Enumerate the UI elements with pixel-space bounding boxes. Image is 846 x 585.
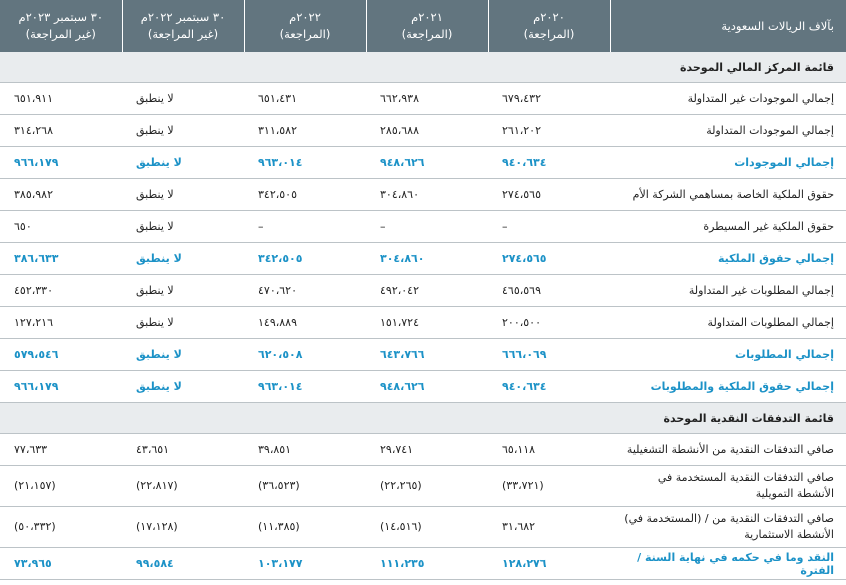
- cell-value: ٦٥١،٩١١: [0, 83, 122, 115]
- total-row: [0, 339, 846, 371]
- total-row: [0, 548, 846, 580]
- cell-value: (٢٢،٨١٧): [122, 466, 244, 507]
- table-row: [0, 434, 846, 466]
- cell-value: ١٤٩،٨٨٩: [244, 307, 366, 339]
- cell-value: –: [244, 211, 366, 243]
- table-header-row: [0, 0, 846, 52]
- cell-value: ٣١،٦٨٢: [488, 507, 610, 548]
- cell-value: ٣٩،٨٥١: [244, 434, 366, 466]
- header-period: ٣٠ سبتمبر ٢٠٢٣م: [18, 10, 104, 24]
- cell-value: ١٥١،٧٢٤: [366, 307, 488, 339]
- cell-value: لا ينطبق: [122, 307, 244, 339]
- cell-value: ٩٤٠،٦٣٤: [488, 371, 610, 403]
- row-label: إجمالي الموجودات: [610, 147, 846, 179]
- row-label: إجمالي حقوق الملكية: [610, 243, 846, 275]
- section-header-row: [0, 52, 846, 83]
- cell-value: ٦٢٠،٥٠٨: [244, 339, 366, 371]
- cell-value: ٦٥،١١٨: [488, 434, 610, 466]
- cell-value: –: [366, 211, 488, 243]
- row-label: إجمالي الموجودات غير المتداولة: [610, 83, 846, 115]
- row-label: صافي التدفقات النقدية المستخدمة في الأنشطة التمويلية: [610, 466, 846, 507]
- cell-value: ٢٩،٧٤١: [366, 434, 488, 466]
- section-header-row: [0, 403, 846, 434]
- row-label: إجمالي المطلوبات غير المتداولة: [610, 275, 846, 307]
- cell-value: ١٢٧،٢١٦: [0, 307, 122, 339]
- cell-value: ٩٦٣،٠١٤: [244, 147, 366, 179]
- cell-value: (١٧،١٢٨): [122, 507, 244, 548]
- cell-value: ٦٤٣،٧٦٦: [366, 339, 488, 371]
- cell-value: لا ينطبق: [122, 147, 244, 179]
- cell-value: لا ينطبق: [122, 275, 244, 307]
- cell-value: ٣٤٢،٥٠٥: [244, 243, 366, 275]
- cell-value: لا ينطبق: [122, 179, 244, 211]
- row-label: إجمالي المطلوبات: [610, 339, 846, 371]
- cell-value: ٩٩،٥٨٤: [122, 548, 244, 580]
- row-label: النقد وما في حكمه في نهاية السنة / الفترة: [610, 548, 846, 580]
- cell-value: (٥٠،٣٣٢): [0, 507, 122, 548]
- table-row: [0, 83, 846, 115]
- header-col-2020: [488, 0, 610, 52]
- cell-value: (٢١،١٥٧): [0, 466, 122, 507]
- row-label: إجمالي المطلوبات المتداولة: [610, 307, 846, 339]
- cell-value: لا ينطبق: [122, 211, 244, 243]
- cell-value: ٤٥٢،٣٣٠: [0, 275, 122, 307]
- cell-value: ٢٠٠،٥٠٠: [488, 307, 610, 339]
- header-col-2022: [244, 0, 366, 52]
- total-row: [0, 371, 846, 403]
- table-row: [0, 507, 846, 548]
- header-col-sep-2023: [0, 0, 122, 52]
- cell-value: ٤٣،٦٥١: [122, 434, 244, 466]
- header-status: (المراجعة): [279, 27, 331, 41]
- table-row: [0, 115, 846, 147]
- cell-value: ٩٤٠،٦٣٤: [488, 147, 610, 179]
- header-period: ٣٠ سبتمبر ٢٠٢٢م: [140, 10, 226, 24]
- cell-value: ١٠٣،١٧٧: [244, 548, 366, 580]
- cell-value: (١١،٣٨٥): [244, 507, 366, 548]
- cell-value: ٢٧٤،٥٦٥: [488, 179, 610, 211]
- cell-value: ٩٤٨،٦٢٦: [366, 147, 488, 179]
- cell-value: لا ينطبق: [122, 243, 244, 275]
- cell-value: ١١١،٢٣٥: [366, 548, 488, 580]
- header-col-sep-2022: [122, 0, 244, 52]
- cell-value: ٩٤٨،٦٢٦: [366, 371, 488, 403]
- cell-value: لا ينطبق: [122, 115, 244, 147]
- cell-value: (٢٢،٢٦٥): [366, 466, 488, 507]
- cell-value: ٩٦٣،٠١٤: [244, 371, 366, 403]
- table-row: [0, 275, 846, 307]
- header-status: (المراجعة): [523, 27, 575, 41]
- cell-value: ٢٨٥،٦٨٨: [366, 115, 488, 147]
- header-period: ٢٠٢٠م: [533, 10, 565, 24]
- cell-value: ٤٩٢،٠٤٢: [366, 275, 488, 307]
- cell-value: ٦٦٦،٠٦٩: [488, 339, 610, 371]
- row-label: إجمالي حقوق الملكية والمطلوبات: [610, 371, 846, 403]
- cell-value: ٢٧٤،٥٦٥: [488, 243, 610, 275]
- header-status: (غير المراجعة): [25, 27, 96, 41]
- header-col-2021: [366, 0, 488, 52]
- total-row: [0, 147, 846, 179]
- cell-value: (٣٦،٥٢٣): [244, 466, 366, 507]
- cell-value: ٤٦٥،٥٦٩: [488, 275, 610, 307]
- row-label: حقوق الملكية الخاصة بمساهمي الشركة الأم: [610, 179, 846, 211]
- cell-value: ٥٧٩،٥٤٦: [0, 339, 122, 371]
- section-title: قائمة التدفقات النقدية الموحدة: [0, 403, 846, 434]
- header-period: ٢٠٢١م: [411, 10, 443, 24]
- cell-value: ٣٠٤،٨٦٠: [366, 243, 488, 275]
- cell-value: ٦٦٢،٩٣٨: [366, 83, 488, 115]
- cell-value: ٣٨٦،٦٣٣: [0, 243, 122, 275]
- cell-value: ٧٣،٩٦٥: [0, 548, 122, 580]
- cell-value: ١٢٨،٢٧٦: [488, 548, 610, 580]
- cell-value: ٦٥٠: [0, 211, 122, 243]
- cell-value: ٦٧٩،٤٣٢: [488, 83, 610, 115]
- cell-value: ٢٦١،٢٠٢: [488, 115, 610, 147]
- cell-value: ٣٨٥،٩٨٢: [0, 179, 122, 211]
- cell-value: لا ينطبق: [122, 339, 244, 371]
- cell-value: ٣١٤،٢٦٨: [0, 115, 122, 147]
- cell-value: ٩٦٦،١٧٩: [0, 371, 122, 403]
- cell-value: لا ينطبق: [122, 371, 244, 403]
- cell-value: ٩٦٦،١٧٩: [0, 147, 122, 179]
- cell-value: لا ينطبق: [122, 83, 244, 115]
- cell-value: ٦٥١،٤٣١: [244, 83, 366, 115]
- header-period: ٢٠٢٢م: [289, 10, 321, 24]
- cell-value: ٣٤٢،٥٠٥: [244, 179, 366, 211]
- total-row: [0, 243, 846, 275]
- cell-value: (١٤،٥١٦): [366, 507, 488, 548]
- row-label: صافي التدفقات النقدية من / (المستخدمة في) الأنشطة الاستثمارية: [610, 507, 846, 548]
- table-row: [0, 466, 846, 507]
- cell-value: (٣٣،٧٢١): [488, 466, 610, 507]
- cell-value: ٤٧٠،٦٢٠: [244, 275, 366, 307]
- table-row: [0, 179, 846, 211]
- row-label: إجمالي الموجودات المتداولة: [610, 115, 846, 147]
- cell-value: –: [488, 211, 610, 243]
- header-status: (غير المراجعة): [147, 27, 219, 41]
- section-title: قائمة المركز المالي الموحدة: [0, 52, 846, 83]
- header-status: (المراجعة): [401, 27, 453, 41]
- cell-value: ٧٧،٦٣٣: [0, 434, 122, 466]
- table-row: [0, 211, 846, 243]
- cell-value: ٣٠٤،٨٦٠: [366, 179, 488, 211]
- row-label: صافي التدفقات النقدية من الأنشطة التشغيلية: [610, 434, 846, 466]
- header-label: بآلاف الريالات السعودية: [610, 0, 846, 52]
- row-label: حقوق الملكية غير المسيطرة: [610, 211, 846, 243]
- table-row: [0, 307, 846, 339]
- cell-value: ٣١١،٥٨٢: [244, 115, 366, 147]
